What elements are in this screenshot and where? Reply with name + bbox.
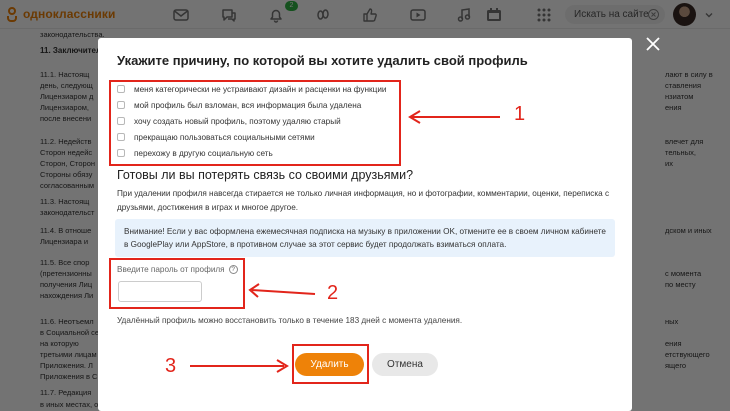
friends-warning-title: Готовы ли вы потерять связь со своими друзьями?	[117, 168, 414, 182]
password-label-text: Введите пароль от профиля	[117, 265, 225, 274]
annotation-box-delete	[292, 344, 369, 384]
reason-label: прекращаю пользоваться социальными сетями	[134, 132, 315, 142]
restore-note: Удалённый профиль можно восстановить только в течение 183 дней с момента удаления.	[117, 316, 463, 325]
cancel-button[interactable]: Отмена	[372, 353, 438, 376]
annotation-label-3: 3	[165, 355, 177, 377]
delete-button[interactable]: Удалить	[295, 353, 364, 376]
reason-label: хочу создать новый профиль, поэтому удаляю старый	[134, 116, 341, 126]
annotation-label-1: 1	[514, 103, 526, 125]
dialog-title: Укажите причину, по которой вы хотите удалить свой профиль	[117, 53, 528, 68]
subscription-notice-text: Внимание! Если у вас оформлена ежемесячная подписка на музыку в приложении OK, отмените ее в своем личном кабинете в GooglePlay или AppStore, в противном случае за этот сервис будет продолжать взиматься оплата.	[124, 227, 606, 249]
reason-label: меня категорически не устраивают дизайн и расценки на функции	[134, 84, 387, 94]
close-icon[interactable]	[644, 35, 662, 53]
annotation-box-reasons	[109, 80, 401, 166]
reason-label: мой профиль был взломан, вся информация была удалена	[134, 100, 362, 110]
subscription-notice	[115, 219, 615, 257]
annotation-label-2: 2	[327, 282, 339, 304]
annotation-box-password	[109, 258, 245, 309]
reason-label: перехожу в другую социальную сеть	[134, 148, 273, 158]
help-icon[interactable]: ?	[229, 265, 238, 274]
friends-warning-text: При удалении профиля навсегда стирается не только личная информация, но и фотографии, комментарии, оценки, переписка с друзьями, достижения в играх и многое другое.	[117, 189, 610, 212]
